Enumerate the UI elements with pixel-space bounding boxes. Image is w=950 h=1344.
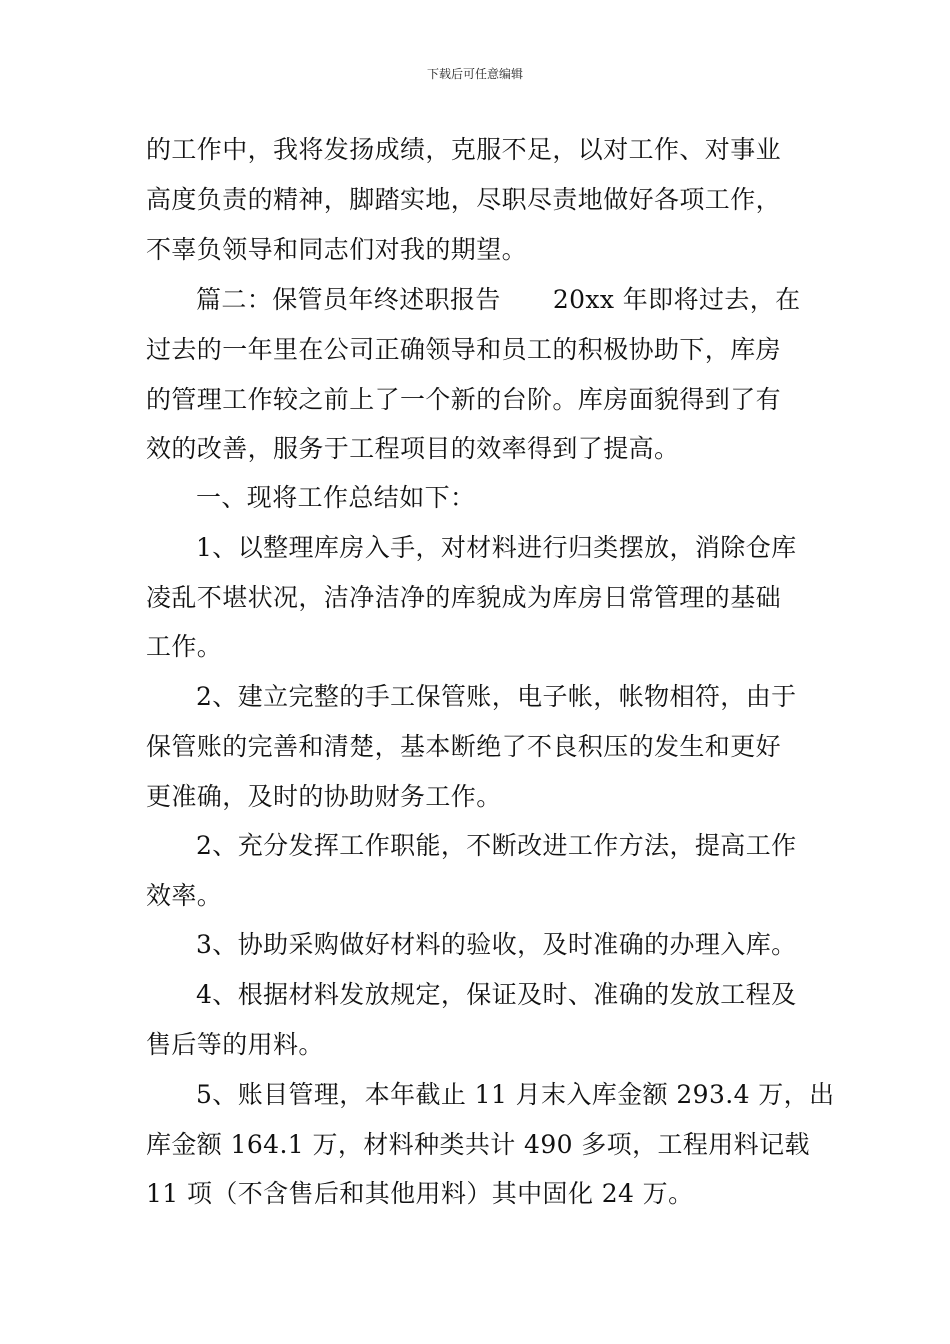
- body-line: 3、协助采购做好材料的验收，及时准确的办理入库。: [196, 930, 797, 959]
- body-line: 过去的一年里在公司正确领导和员工的积极协助下，库房: [146, 335, 782, 364]
- body-line: 的管理工作较之前上了一个新的台阶。库房面貌得到了有: [146, 385, 782, 414]
- body-line: 4、根据材料发放规定，保证及时、准确的发放工程及: [196, 980, 797, 1009]
- section-title: 篇二：保管员年终述职报告: [196, 285, 501, 314]
- body-line: 2、充分发挥工作职能，不断改进工作方法，提高工作: [196, 831, 797, 860]
- body-line: 一、现将工作总结如下：: [196, 483, 476, 512]
- body-line: 库金额 164.1 万，材料种类共计 490 多项，工程用料记载: [146, 1130, 810, 1159]
- body-text: 20xx 年即将过去，在: [552, 285, 801, 314]
- body-line: 工作。: [146, 632, 223, 661]
- body-line: 不辜负领导和同志们对我的期望。: [146, 235, 528, 264]
- body-line: 效率。: [146, 881, 223, 910]
- body-line: 1、以整理库房入手，对材料进行归类摆放，消除仓库: [196, 533, 797, 562]
- body-line: 2、建立完整的手工保管账，电子帐，帐物相符，由于: [196, 682, 797, 711]
- page-header-note: 下载后可任意编辑: [426, 67, 523, 81]
- body-line: 的工作中，我将发扬成绩，克服不足，以对工作、对事业: [146, 135, 782, 164]
- body-line: 11 项（不含售后和其他用料）其中固化 24 万。: [146, 1179, 694, 1208]
- body-line: 高度负责的精神，脚踏实地，尽职尽责地做好各项工作，: [146, 185, 782, 214]
- body-line: 保管账的完善和清楚，基本断绝了不良积压的发生和更好: [146, 732, 782, 761]
- body-line: 更准确，及时的协助财务工作。: [146, 782, 502, 811]
- body-line: 效的改善，服务于工程项目的效率得到了提高。: [146, 434, 680, 463]
- body-line: 凌乱不堪状况，洁净洁净的库貌成为库房日常管理的基础: [146, 583, 782, 612]
- body-line: 售后等的用料。: [146, 1030, 324, 1059]
- section-heading-line: [196, 284, 866, 316]
- body-line: 5、账目管理，本年截止 11 月末入库金额 293.4 万，出: [196, 1080, 835, 1109]
